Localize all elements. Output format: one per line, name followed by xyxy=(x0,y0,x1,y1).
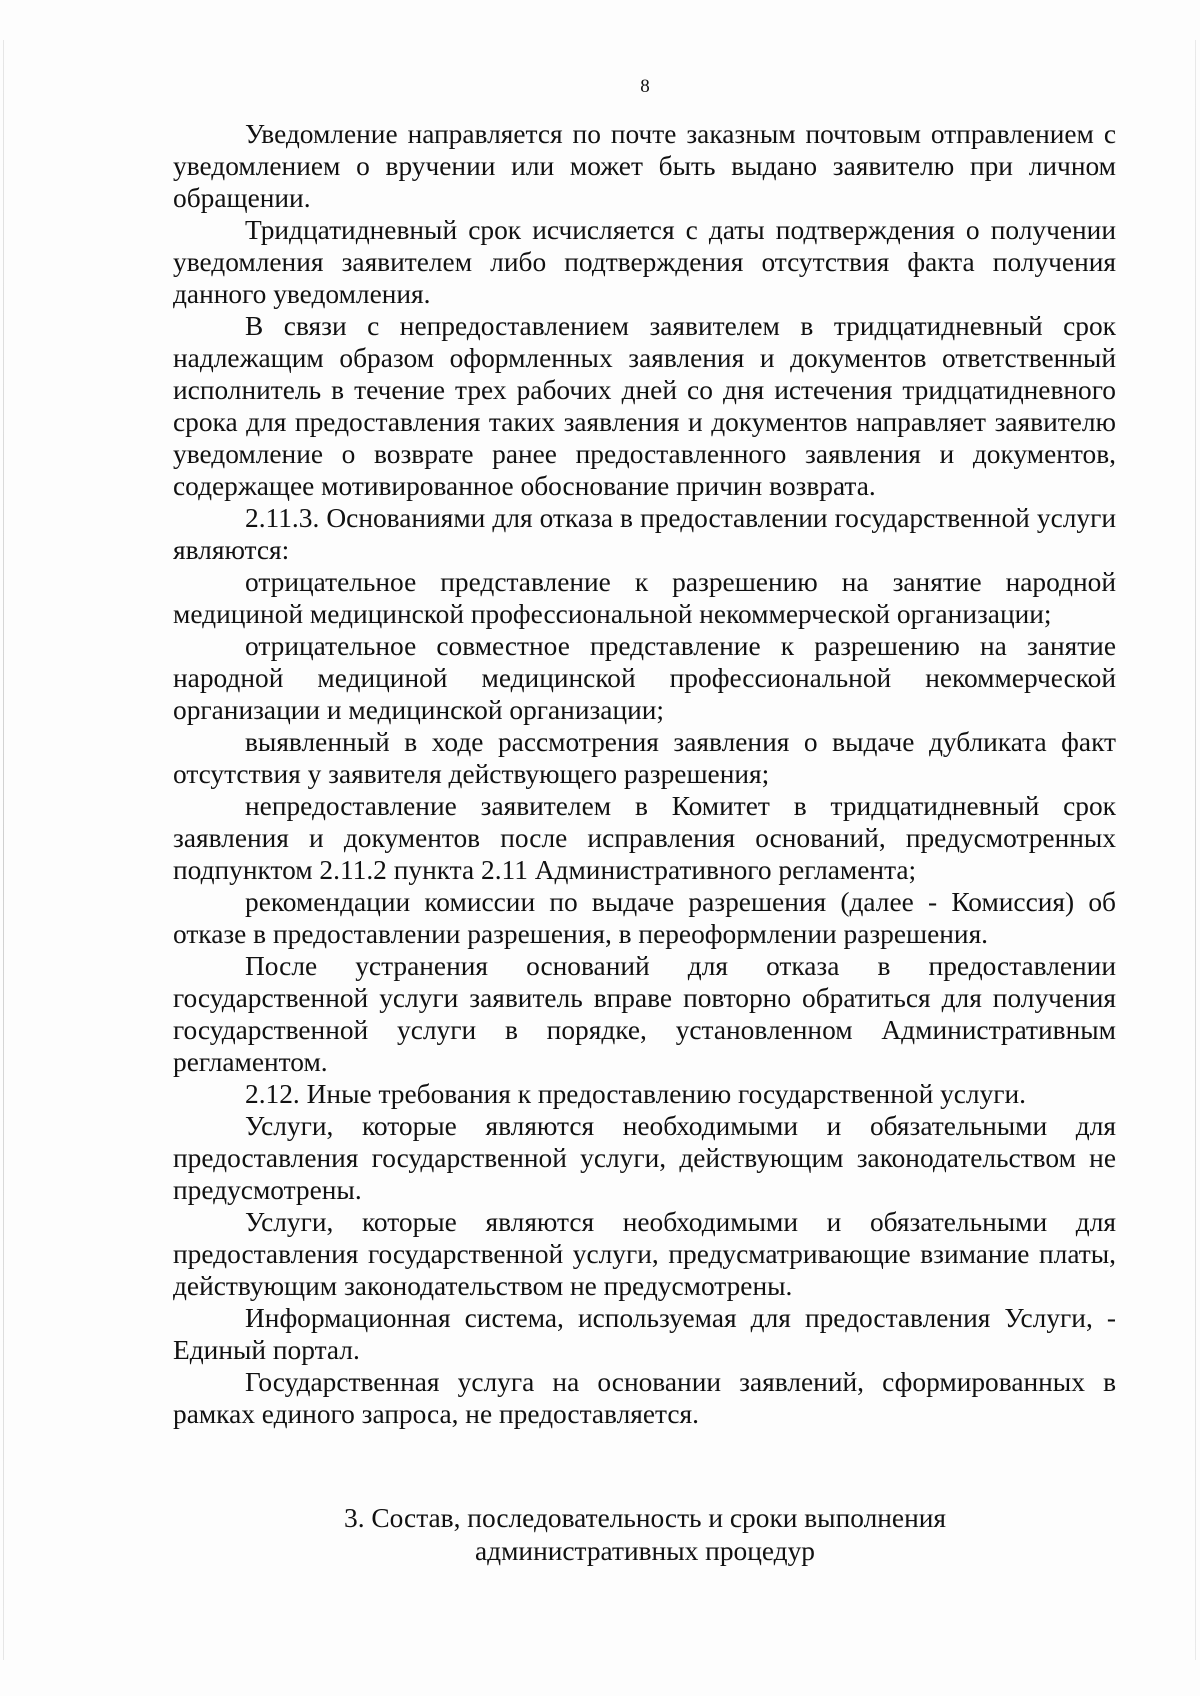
paragraph-single-request: Государственная услуга на основании заявлений, сформированных в рамках единого запроса, не предоставляется. xyxy=(173,1367,1116,1429)
paragraph-notice-delivery: Уведомление направляется по почте заказным почтовым отправлением с уведомлением о вручении или может быть выдано заявителю при личном обращении. xyxy=(173,119,1116,213)
paragraph-information-system: Информационная система, используемая для предоставления Услуги, - Единый портал. xyxy=(173,1303,1116,1365)
section-heading-line-2: административных процедур xyxy=(474,1536,815,1566)
section-heading xyxy=(250,1502,1040,1568)
paragraph-grounds-refusal: 2.11.3. Основаниями для отказа в предоставлении государственной услуги являются: xyxy=(173,503,1116,565)
paragraph-negative-representation: отрицательное представление к разрешению на занятие народной медициной медицинской профессиональной некоммерческой организации; xyxy=(173,567,1116,629)
body-text xyxy=(173,118,1116,1430)
paragraph-non-submission: непредоставление заявителем в Комитет в тридцатидневный срок заявления и документов после исправления оснований, предусмотренных подпунктом 2.11.2 пункта 2.11 Административного регламента; xyxy=(173,791,1116,885)
paragraph-duplicate-absence: выявленный в ходе рассмотрения заявления о выдаче дубликата факт отсутствия у заявителя действующего разрешения; xyxy=(173,727,1116,789)
paragraph-paid-services: Услуги, которые являются необходимыми и обязательными для предоставления государственной услуги, предусматривающие взимание платы, действующим законодательством не предусмотрены. xyxy=(173,1207,1116,1301)
paragraph-after-elimination: После устранения оснований для отказа в предоставлении государственной услуги заявитель вправе повторно обратиться для получения государственной услуги в порядке, установленном Административным регламентом. xyxy=(173,951,1116,1077)
section-heading-line-1: 3. Состав, последовательность и сроки выполнения xyxy=(344,1503,946,1533)
paragraph-negative-joint-representation: отрицательное совместное представление к разрешению на занятие народной медициной медицинской профессиональной некоммерческой организации и медицинской организации; xyxy=(173,631,1116,725)
page-number: 8 xyxy=(640,76,650,97)
paragraph-return-documents: В связи с непредоставлением заявителем в тридцатидневный срок надлежащим образом оформленных заявления и документов ответственный исполнитель в течение трех рабочих дней со дня истечения тридцатидневного срока для предоставления таких заявления и документов направляет заявителю уведомление о возврате ранее предоставленного заявления и документов, содержащее мотивированное обоснование причин возврата. xyxy=(173,311,1116,501)
paragraph-thirty-day-term: Тридцатидневный срок исчисляется с даты подтверждения о получении уведомления заявителем либо подтверждения отсутствия факта получения данного уведомления. xyxy=(173,215,1116,309)
paragraph-other-requirements: 2.12. Иные требования к предоставлению государственной услуги. xyxy=(245,1079,1027,1109)
scan-edge-right xyxy=(1195,40,1196,1660)
scan-edge-left xyxy=(3,40,4,1660)
paragraph-commission-recommendation: рекомендации комиссии по выдаче разрешения (далее - Комиссия) об отказе в предоставлении разрешения, в переоформлении разрешения. xyxy=(173,887,1116,949)
paragraph-necessary-services: Услуги, которые являются необходимыми и обязательными для предоставления государственной услуги, действующим законодательством не предусмотрены. xyxy=(173,1111,1116,1205)
